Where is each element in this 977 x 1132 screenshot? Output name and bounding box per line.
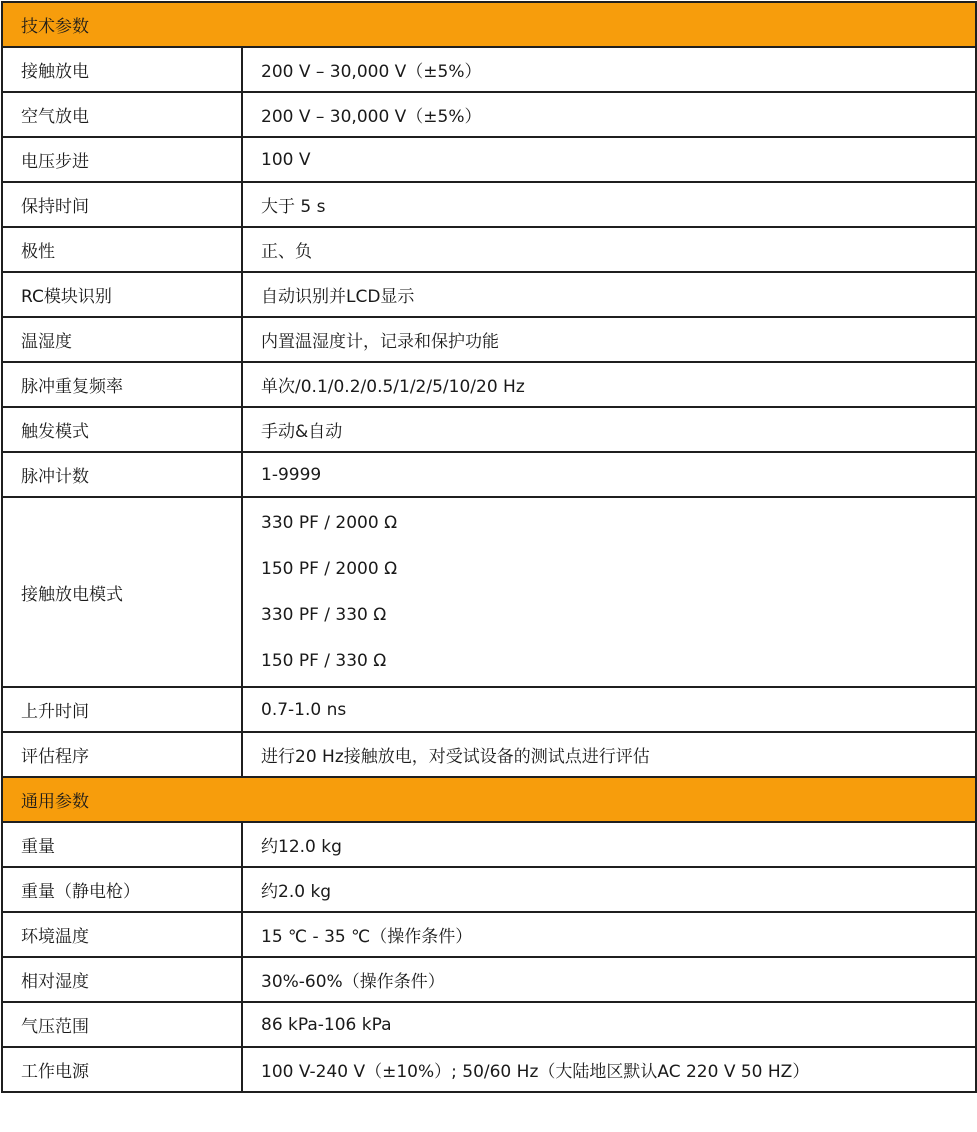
row-label: 空气放电	[2, 92, 242, 137]
row-value: 进行20 Hz接触放电，对受试设备的测试点进行评估	[242, 732, 976, 777]
row-value: 100 V	[242, 137, 976, 182]
row-value: 自动识别并LCD显示	[242, 272, 976, 317]
table-row	[2, 137, 976, 182]
row-label: 温湿度	[2, 317, 242, 362]
row-value-line: 150 PF / 330 Ω	[261, 651, 387, 671]
table-row	[2, 867, 976, 912]
row-label: 工作电源	[2, 1047, 242, 1092]
row-label: 气压范围	[2, 1002, 242, 1047]
table-row	[2, 182, 976, 227]
table-row	[2, 1047, 976, 1092]
row-label: 重量	[2, 822, 242, 867]
table-row	[2, 452, 976, 497]
table-row	[2, 497, 976, 687]
table-row	[2, 957, 976, 1002]
table-row	[2, 1002, 976, 1047]
row-value: 200 V – 30,000 V（±5%）	[242, 92, 976, 137]
table-row	[2, 732, 976, 777]
row-label: 接触放电	[2, 47, 242, 92]
section-title: 技术参数	[2, 2, 976, 47]
table-row	[2, 912, 976, 957]
row-label: 保持时间	[2, 182, 242, 227]
row-label: 评估程序	[2, 732, 242, 777]
table-row	[2, 407, 976, 452]
table-row	[2, 822, 976, 867]
table-row	[2, 227, 976, 272]
table-row	[2, 47, 976, 92]
row-value: 100 V-240 V（±10%）; 50/60 Hz（大陆地区默认AC 220 V 50 HZ）	[242, 1047, 976, 1092]
row-value: 正、负	[242, 227, 976, 272]
row-value-line: 330 PF / 2000 Ω	[261, 513, 398, 533]
row-label: RC模块识别	[2, 272, 242, 317]
table-row	[2, 362, 976, 407]
row-value: 手动&自动	[242, 407, 976, 452]
row-value: 1-9999	[242, 452, 976, 497]
row-label: 相对湿度	[2, 957, 242, 1002]
row-value-line: 330 PF / 330 Ω	[261, 605, 387, 625]
table-row	[2, 272, 976, 317]
row-value: 200 V – 30,000 V（±5%）	[242, 47, 976, 92]
row-label: 脉冲重复频率	[2, 362, 242, 407]
row-value: 内置温湿度计，记录和保护功能	[242, 317, 976, 362]
row-value: 单次/0.1/0.2/0.5/1/2/5/10/20 Hz	[242, 362, 976, 407]
row-value: 大于 5 s	[242, 182, 976, 227]
row-value: 0.7-1.0 ns	[242, 687, 976, 732]
row-label: 重量（静电枪）	[2, 867, 242, 912]
section-header-tech	[2, 2, 976, 47]
row-value: 约12.0 kg	[242, 822, 976, 867]
table-row	[2, 317, 976, 362]
section-header-general	[2, 777, 976, 822]
row-value-list	[242, 497, 976, 687]
row-value: 15 ℃ - 35 ℃（操作条件）	[242, 912, 976, 957]
section-title: 通用参数	[2, 777, 976, 822]
row-label: 环境温度	[2, 912, 242, 957]
row-value: 30%-60%（操作条件）	[242, 957, 976, 1002]
row-value-line: 150 PF / 2000 Ω	[261, 559, 398, 579]
row-label: 接触放电模式	[2, 497, 242, 687]
row-label: 上升时间	[2, 687, 242, 732]
row-value: 86 kPa-106 kPa	[242, 1002, 976, 1047]
row-label: 电压步进	[2, 137, 242, 182]
row-label: 极性	[2, 227, 242, 272]
row-label: 脉冲计数	[2, 452, 242, 497]
table-row	[2, 687, 976, 732]
row-value: 约2.0 kg	[242, 867, 976, 912]
table-row	[2, 92, 976, 137]
spec-table	[1, 1, 977, 1093]
row-label: 触发模式	[2, 407, 242, 452]
